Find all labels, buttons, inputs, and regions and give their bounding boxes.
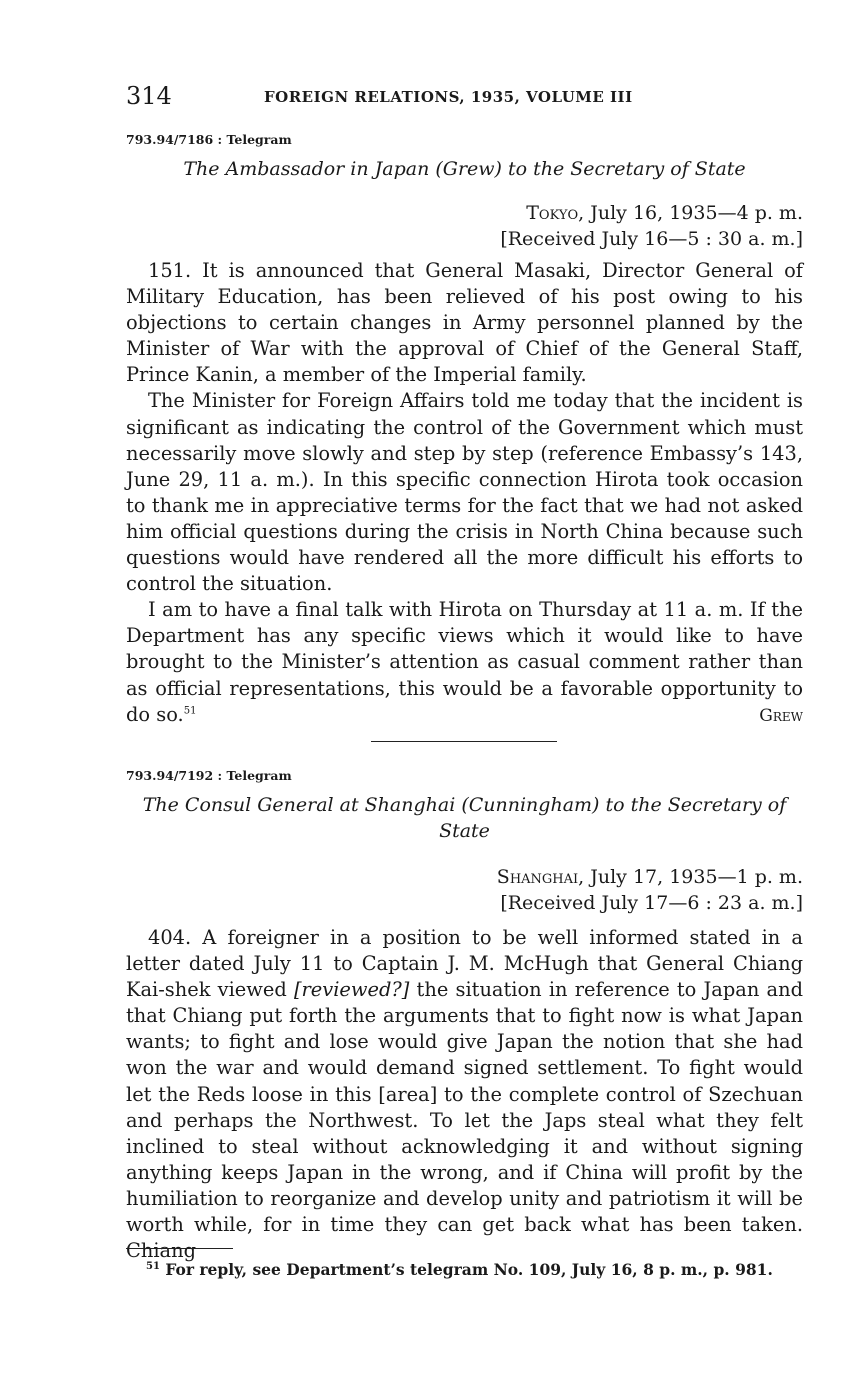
paragraph bbox=[126, 925, 803, 1264]
telegram-body-2 bbox=[126, 925, 803, 1264]
page-header bbox=[126, 82, 803, 114]
paragraph: 151. It is announced that General Masaki, Director General of Military Education, has been relieved of his post owing to his objections to certain changes in Army personnel planned by the Minister of War with the approval of Chief of the General Staff, Prince Kanin, a member of the Imperial family. bbox=[126, 259, 803, 387]
date-2: , July 17, 1935—1 p. m. bbox=[578, 866, 803, 888]
footnote-mark: 51 bbox=[146, 1260, 160, 1272]
footnote bbox=[146, 1260, 773, 1279]
dateline-2 bbox=[497, 864, 803, 890]
file-reference-1: 793.94/7186 : Telegram bbox=[126, 132, 292, 147]
footnote-reference: 51 bbox=[183, 705, 197, 717]
paragraph-text-end: the situation in reference to Japan and that Chiang put forth the arguments that to fight now is what Japan wants; to fight and lose would give Japan the notion that she had won the war and would demand signed settlement. To fight would let the Reds loose in this [area] to the complete control of Szechuan and perhaps the Northwest. To let the Japs steal what they felt inclined to steal without acknowledging it and without signing anything keeps Japan in the wrong, and if China will profit by the humiliation to reorganize and develop unity and patriotism it will be worth while, for in time they can get back what has been taken. Chiang bbox=[126, 978, 803, 1263]
footnote-rule bbox=[126, 1248, 233, 1249]
dateline-1 bbox=[526, 200, 803, 226]
paragraph bbox=[126, 597, 803, 727]
section-divider bbox=[371, 741, 557, 742]
running-head: FOREIGN RELATIONS, 1935, VOLUME III bbox=[264, 88, 633, 106]
telegram-body-1 bbox=[126, 258, 803, 728]
place-1: Tokyo bbox=[526, 202, 579, 224]
footnote-text: For reply, see Department’s telegram No. 109, July 16, 8 p. m., p. 981. bbox=[165, 1260, 773, 1279]
date-1: , July 16, 1935—4 p. m. bbox=[578, 202, 803, 224]
received-1: [Received July 16—5 : 30 a. m.] bbox=[500, 228, 803, 250]
place-2: Shanghai bbox=[496, 866, 579, 888]
paragraph: The Minister for Foreign Affairs told me today that the incident is significant as indicating the control of the Government which must necessarily move slowly and step by step (reference Embassy’s 143, June 29, 11 a. m.). In this specific connection Hirota took occasion to thank me in appreciative terms for the fact that we had not asked him official questions during the crisis in North China because such questions would have rendered all the more difficult his efforts to control the situation. bbox=[126, 389, 803, 596]
file-reference-2: 793.94/7192 : Telegram bbox=[126, 768, 292, 783]
page-number: 314 bbox=[126, 82, 172, 110]
editorial-insertion: [reviewed?] bbox=[293, 978, 410, 1002]
paragraph-text-start: 404. A foreigner in a position to be well informed stated in a letter dated July 11 to Captain J. M. McHugh that General Chiang Kai-shek viewed bbox=[126, 926, 803, 1002]
document-title-1: The Ambassador in Japan (Grew) to the Secretary of State bbox=[183, 158, 746, 180]
received-2: [Received July 17—6 : 23 a. m.] bbox=[500, 892, 803, 914]
paragraph-text: I am to have a final talk with Hirota on Thursday at 11 a. m. If the Department has any specific views which it would like to have brought to the Minister’s attention as casual comment rather than as official representations, this would be a favorable opportunity to do so. bbox=[126, 598, 803, 726]
signature-1: Grew bbox=[759, 706, 803, 726]
document-title-2: The Consul General at Shanghai (Cunningham) to the Secretary of State bbox=[142, 794, 787, 842]
